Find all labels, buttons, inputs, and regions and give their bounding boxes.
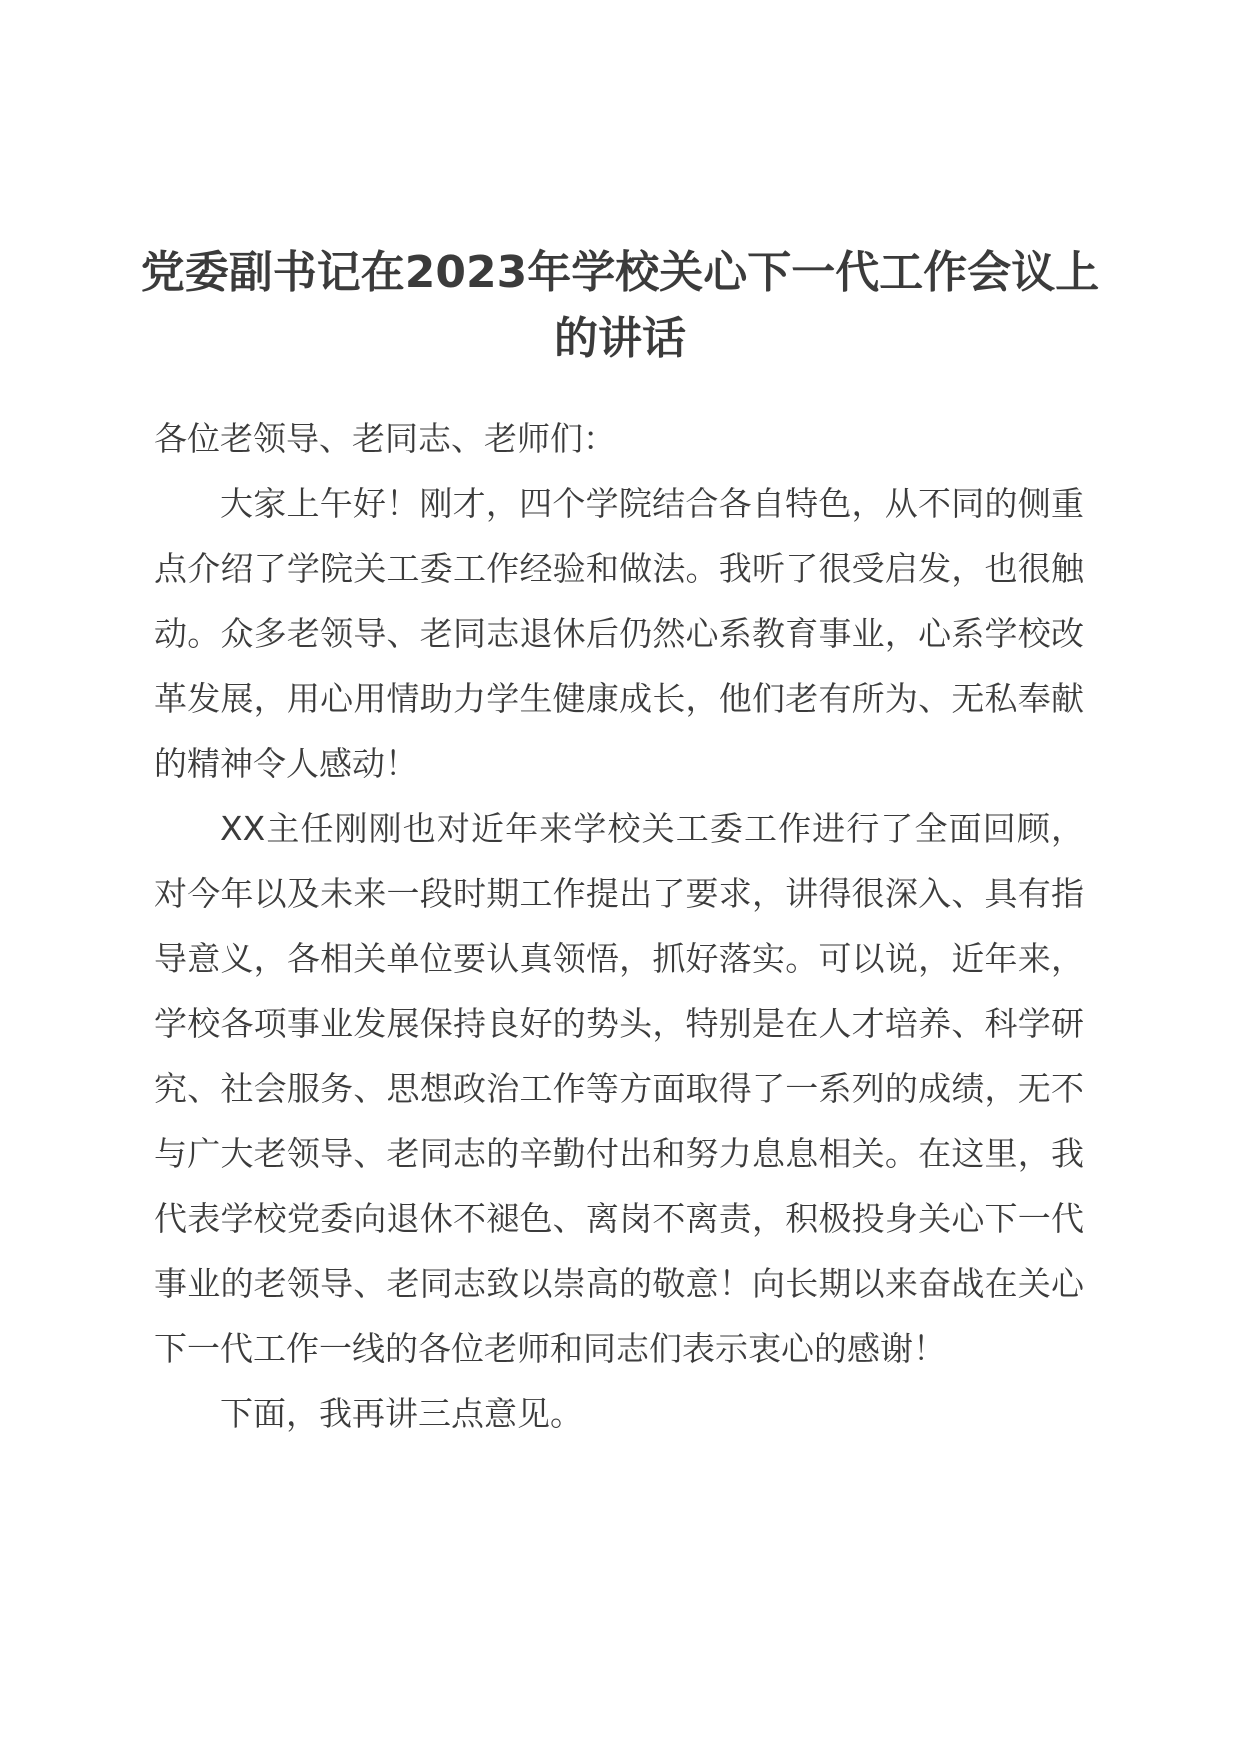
paragraph-review: XX主任刚刚也对近年来学校关工委工作进行了全面回顾，对今年以及未来一段时期工作提出了要求，讲得很深入、具有指导意义，各相关单位要认真领悟，抓好落实。可以说，近年来，学校各项事业发展保持良好的势头，特别是在人才培养、科学研究、社会服务、思想政治工作等方面取得了一系列的成绩，无不与广大老领导、老同志的辛勤付出和努力息息相关。在这里，我代表学校党委向退休不褪色、离岗不离责，积极投身关心下一代事业的老领导、老同志致以崇高的敬意！向长期以来奋战在关心下一代工作一线的各位老师和同志们表示衷心的感谢！ — [154, 809, 1084, 1368]
document-title: 党委副书记在2023年学校关心下一代工作会议上的讲话 — [140, 247, 1100, 364]
salutation: 各位老领导、老同志、老师们： — [154, 419, 616, 458]
paragraph-transition: 下面，我再讲三点意见。 — [220, 1394, 583, 1433]
paragraph-greeting: 大家上午好！刚才，四个学院结合各自特色，从不同的侧重点介绍了学院关工委工作经验和做法。我听了很受启发，也很触动。众多老领导、老同志退休后仍然心系教育事业，心系学校改革发展，用心用情助力学生健康成长，他们老有所为、无私奉献的精神令人感动！ — [154, 484, 1084, 783]
document-body — [154, 406, 1084, 1446]
